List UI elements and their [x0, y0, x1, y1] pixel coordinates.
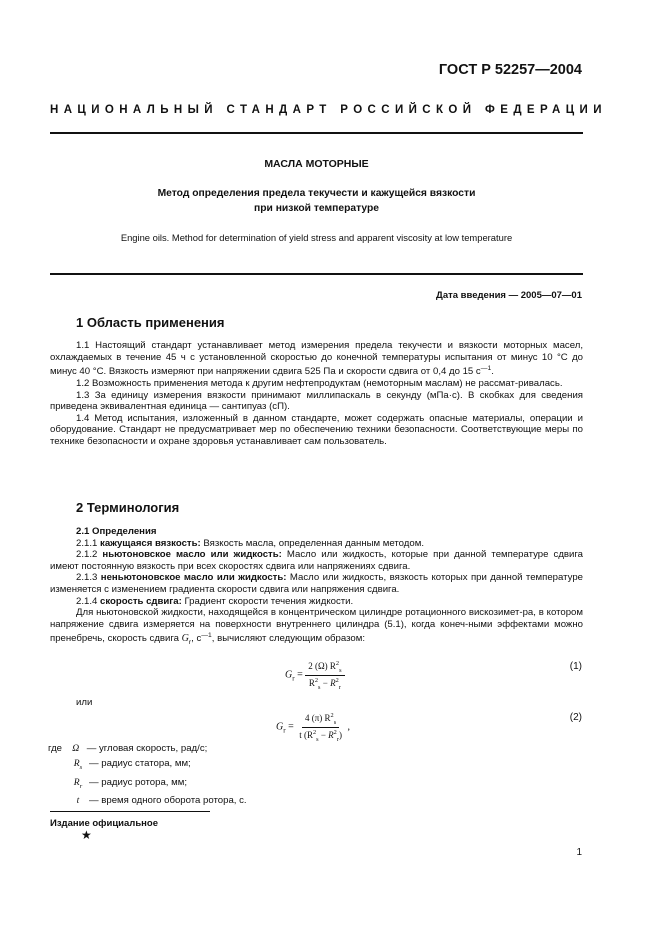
newtonian-paragraph: Для ньютоновской жидкости, находящейся в концентрическом цилиндре ротационного вискозимет-ра, в котором напряжение сдвига измеряется на поверхности внутреннего цилиндра (5.1), когда конеч-ными эффектами можно пренебречь, скорость сдвига $G_r$, $с^{—1}$, вычисляют следующим образом:: [50, 607, 583, 647]
definitions-subheading: 2.1 Определения: [76, 526, 157, 537]
footer-rule: [50, 811, 210, 812]
section-2-heading: 2 Терминология: [76, 500, 180, 515]
document-title: МАСЛА МОТОРНЫЕ: [264, 158, 369, 170]
effective-date: Дата введения — 2005—07—01: [436, 290, 582, 301]
definition-2-1-1: 2.1.1 кажущаяся вязкость: Вязкость масла, определенная данным методом.: [76, 537, 424, 549]
equation-2: $G_r$ = $\frac{4 (\pi) R^2_s}{t (R^2_s - R^2_r)}$ ,: [276, 712, 350, 743]
legend-row: где Ω — угловая скорость, рад/с;: [48, 743, 208, 754]
symbol-legend: [48, 742, 247, 809]
definition-2-1-4: 2.1.4 скорость сдвига: Градиент скорости течения жидкости.: [76, 595, 354, 607]
equation-1-fraction: $\frac{2 (\Omega) R^2_s}{R^2_s - R^2_r}$: [305, 660, 344, 691]
title-rule: [50, 273, 583, 275]
section-2-body: [50, 526, 583, 649]
definition-2-1-2: 2.1.2 ньютоновское масло или жидкость: Масло или жидкость, которые при данной температуре сдвига имеют постоянную вязкость при всех скоростях сдвига или напряжениях сдвига.: [50, 549, 583, 572]
equation-2-number: (2): [569, 712, 582, 723]
header-rule: [50, 132, 583, 134]
paragraph-1-4: 1.4 Метод испытания, изложенный в данном стандарте, может содержать опасные материалы, операции и оборудование. Стандарт не предусматривает мер по обеспечению техники безопасности. Соответствующие меры по технике безопасности и охране здоровья устанавливает сам пользователь.: [50, 412, 583, 447]
legend-row: $R_s$ — радиус статора, мм;: [73, 757, 191, 771]
equation-1: $G_r$ = $\frac{2 (\Omega) R^2_s}{R^2_s - R^2_r}$: [285, 660, 345, 691]
official-edition-label: Издание официальное: [50, 818, 158, 829]
or-word: или: [76, 697, 93, 708]
star-icon: ★: [81, 828, 92, 842]
legend-row: $R_r$ — радиус ротора, мм;: [73, 776, 187, 790]
paragraph-1-3: 1.3 За единицу измерения вязкости принимают миллипаскаль в секунду (мПа·с). В скобках для сведения приведена эквивалентная единица — сантипуаз (сП).: [50, 389, 583, 413]
subtitle-line-1: Метод определения предела текучести и кажущейся вязкости: [157, 188, 476, 199]
national-standard-banner: НАЦИОНАЛЬНЫЙ СТАНДАРТ РОССИЙСКОЙ ФЕДЕРАЦИИ: [50, 104, 607, 116]
section-1-body: [50, 340, 583, 448]
paragraph-1-2: 1.2 Возможность применения метода к другим нефтепродуктам (немоторным маслам) не рассмат-ривалась.: [76, 377, 563, 389]
equation-2-fraction: $\frac{4 (\pi) R^2_s}{t (R^2_s - R^2_r)}$: [299, 712, 342, 743]
legend-row: t — время одного оборота ротора, с.: [76, 795, 247, 807]
standard-code: ГОСТ Р 52257—2004: [438, 62, 582, 78]
english-title: Engine oils. Method for determination of yield stress and apparent viscosity at low temperature: [120, 232, 513, 243]
page-number: 1: [576, 847, 582, 858]
subtitle-line-2: при низкой температуре: [254, 203, 379, 214]
paragraph-1-1: 1.1 Настоящий стандарт устанавливает метод измерения предела текучести и вязкости моторных масел, охлаждаемых в течение 45 ч с установленной скоростью до конечной температуры испытания от минус 10 °С до минус 40 °С. Вязкость измеряют при напряжении сдвига 525 Па и скорости сдвига от 0,4 до 15 $с^{—1}$.: [50, 340, 583, 378]
definition-2-1-3: 2.1.3 неньютоновское масло или жидкость: Масло или жидкость, вязкость которых при данной температуре изменяется с изменением градиента скорости сдвига или напряжения сдвига.: [50, 572, 584, 595]
equation-1-number: (1): [569, 661, 582, 672]
section-1-heading: 1 Область применения: [76, 315, 225, 330]
document-subtitle: [50, 186, 583, 216]
